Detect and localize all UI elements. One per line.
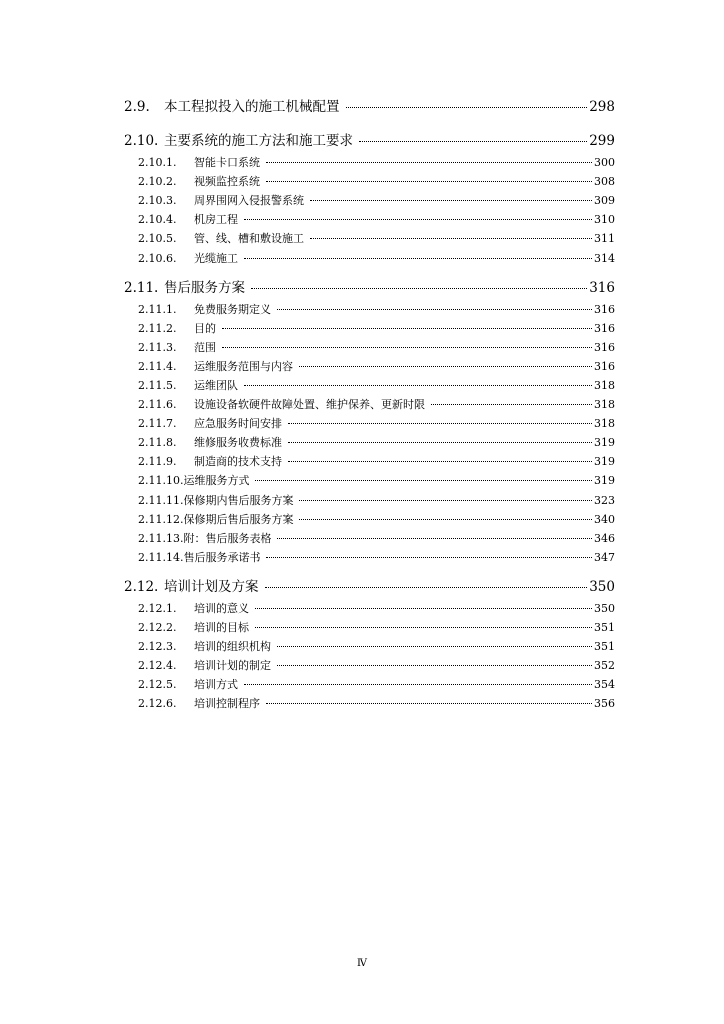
toc-entry-page: 316 xyxy=(594,359,615,373)
toc-entry-page: 316 xyxy=(589,279,615,296)
toc-entry-title: 管、线、槽和敷设施工 xyxy=(194,232,304,246)
toc-entry-number: 2.11.14. xyxy=(138,550,184,564)
toc-leader-dots xyxy=(288,460,592,462)
toc-entry[interactable] xyxy=(138,549,615,565)
toc-entry-title: 保修期内售后服务方案 xyxy=(183,493,294,507)
toc-entry-number: 2.10.4. xyxy=(138,213,177,227)
toc-entry-page: 354 xyxy=(594,678,615,692)
toc-entry-title: 运维服务范围与内容 xyxy=(194,359,293,373)
toc-leader-dots xyxy=(310,237,592,239)
toc-entry-number: 2.10.6. xyxy=(138,251,177,265)
toc-entry-number: 2.11.6. xyxy=(138,398,177,411)
toc-leader-dots xyxy=(359,140,587,142)
toc-leader-dots xyxy=(266,702,592,704)
page-number: Ⅳ xyxy=(357,958,367,969)
toc-entry-number: 2.11.5. xyxy=(138,378,177,392)
toc-entry-number: 2.11.1. xyxy=(138,302,177,316)
toc-entry-page: 318 xyxy=(594,398,615,411)
toc-leader-dots xyxy=(310,199,592,201)
toc-leader-dots xyxy=(244,218,592,220)
toc-leader-dots xyxy=(299,518,592,520)
toc-entry-number: 2.11.12. xyxy=(138,512,184,526)
toc-leader-dots xyxy=(277,664,592,666)
toc-entry-number: 2.11.13. xyxy=(138,531,184,545)
toc-entry-number: 2.12.3. xyxy=(138,640,177,653)
toc-entry-page: 347 xyxy=(594,550,615,564)
toc-leader-dots xyxy=(277,537,592,539)
toc-entry-title: 培训计划的制定 xyxy=(194,659,271,673)
toc-entry[interactable] xyxy=(138,657,615,673)
toc-entry[interactable] xyxy=(138,358,615,374)
toc-leader-dots xyxy=(266,180,592,182)
toc-leader-dots xyxy=(244,384,592,386)
toc-entry-title: 范围 xyxy=(194,340,216,354)
toc-entry-page: 350 xyxy=(594,601,615,615)
toc-entry-title: 视频监控系统 xyxy=(194,175,260,189)
toc-entry-page: 350 xyxy=(589,578,615,595)
toc-entry-page: 298 xyxy=(589,99,615,115)
toc-entry-title: 培训的组织机构 xyxy=(194,640,271,653)
toc-entry[interactable] xyxy=(124,276,615,296)
toc-entry[interactable] xyxy=(138,301,615,317)
toc-entry-page: 318 xyxy=(594,378,615,392)
toc-entry[interactable] xyxy=(138,230,615,246)
toc-entry-number: 2.12.6. xyxy=(138,697,177,711)
toc-entry[interactable] xyxy=(138,192,615,208)
toc-entry[interactable] xyxy=(138,530,615,546)
toc-entry-title: 售后服务承诺书 xyxy=(183,550,261,564)
toc-entry-title: 设施设备软硬件故障处置、维护保养、更新时限 xyxy=(194,398,425,411)
toc-entry-title: 周界围网入侵报警系统 xyxy=(194,194,304,208)
toc-entry-page: 318 xyxy=(594,417,615,431)
toc-entry-title: 售后服务方案 xyxy=(164,279,245,296)
toc-entry-title: 应急服务时间安排 xyxy=(194,417,282,431)
toc-leader-dots xyxy=(431,403,592,405)
toc-entry-title: 培训方式 xyxy=(194,678,238,692)
toc-entry[interactable] xyxy=(138,320,615,336)
toc-leader-dots xyxy=(265,586,588,588)
toc-entry-number: 2.11.4. xyxy=(138,359,177,373)
toc-entry-title: 维修服务收费标准 xyxy=(194,436,282,450)
toc-entry-number: 2.10. xyxy=(124,133,159,149)
toc-entry-title: 运维服务方式 xyxy=(183,474,250,488)
toc-entry-number: 2.11.10. xyxy=(138,474,184,488)
toc-leader-dots xyxy=(244,683,592,685)
toc-entry-page: 314 xyxy=(594,251,615,265)
toc-entry[interactable] xyxy=(138,154,615,170)
toc-entry-page: 319 xyxy=(594,474,615,488)
toc-leader-dots xyxy=(288,441,592,443)
toc-entry-page: 316 xyxy=(594,340,615,354)
toc-entry-title: 制造商的技术支持 xyxy=(194,455,282,469)
toc-leader-dots xyxy=(277,645,592,647)
toc-leader-dots xyxy=(222,327,592,329)
toc-entry-title: 智能卡口系统 xyxy=(194,156,260,169)
toc-entry-title: 培训的目标 xyxy=(194,620,249,634)
toc-entry[interactable] xyxy=(138,619,615,635)
toc-entry[interactable] xyxy=(138,434,615,450)
toc-entry-page: 351 xyxy=(594,620,615,634)
toc-leader-dots xyxy=(255,607,592,609)
toc-entry-number: 2.11.3. xyxy=(138,340,177,354)
toc-entry-title: 附：售后服务表格 xyxy=(183,531,272,545)
toc-entry-title: 机房工程 xyxy=(194,213,238,227)
toc-entry-page: 356 xyxy=(594,697,615,711)
toc-leader-dots xyxy=(251,287,587,289)
toc-entry-page: 351 xyxy=(594,640,615,653)
toc-entry-page: 311 xyxy=(594,232,615,246)
toc-entry[interactable] xyxy=(138,600,615,616)
toc-entry-page: 352 xyxy=(594,659,615,673)
toc-entry-page: 316 xyxy=(594,302,615,316)
toc-entry-page: 323 xyxy=(594,493,615,507)
toc-entry-title: 本工程拟投入的施工机械配置 xyxy=(164,99,340,115)
toc-entry-page: 309 xyxy=(594,194,615,208)
toc-leader-dots xyxy=(266,556,592,558)
toc-entry-page: 346 xyxy=(594,531,615,545)
toc-entry-number: 2.10.5. xyxy=(138,232,177,246)
toc-entry[interactable] xyxy=(138,396,615,412)
toc-entry-number: 2.10.3. xyxy=(138,194,177,208)
toc-entry-number: 2.10.2. xyxy=(138,175,177,189)
toc-entry[interactable] xyxy=(138,676,615,692)
toc-leader-dots xyxy=(277,308,592,310)
toc-entry[interactable] xyxy=(138,511,615,527)
toc-entry-number: 2.11.9. xyxy=(138,455,177,469)
toc-leader-dots xyxy=(299,365,592,367)
toc-entry-number: 2.12. xyxy=(124,578,159,595)
toc-entry-page: 340 xyxy=(594,512,615,526)
toc-entry-number: 2.12.2. xyxy=(138,620,177,634)
toc-entry-page: 299 xyxy=(589,133,615,149)
toc-entry-number: 2.11.7. xyxy=(138,417,177,431)
toc-entry[interactable] xyxy=(138,377,615,393)
toc-entry-page: 308 xyxy=(594,175,615,189)
toc-entry[interactable] xyxy=(138,211,615,227)
toc-entry-page: 310 xyxy=(594,213,615,227)
toc-leader-dots xyxy=(244,257,592,259)
toc-entry[interactable] xyxy=(138,638,615,654)
toc-entry-number: 2.10.1. xyxy=(138,156,177,169)
toc-entry[interactable] xyxy=(138,250,615,266)
toc-entry-title: 培训计划及方案 xyxy=(164,578,259,595)
toc-leader-dots xyxy=(299,499,592,501)
toc-leader-dots xyxy=(346,106,588,108)
toc-entry-number: 2.11.8. xyxy=(138,436,177,450)
toc-entry[interactable] xyxy=(138,492,615,508)
toc-entry-number: 2.12.1. xyxy=(138,601,177,615)
toc-entry-title: 运维团队 xyxy=(194,378,238,392)
toc-entry-page: 300 xyxy=(594,156,615,169)
toc-leader-dots xyxy=(222,346,592,348)
toc-entry-number: 2.11.11. xyxy=(138,493,184,507)
toc-entry-page: 319 xyxy=(594,436,615,450)
toc-entry-title: 目的 xyxy=(194,321,216,335)
toc-entry-title: 免费服务期定义 xyxy=(194,302,271,316)
toc-entry[interactable] xyxy=(138,453,615,469)
toc-entry[interactable] xyxy=(138,339,615,355)
toc-entry-number: 2.9. xyxy=(124,99,150,115)
toc-entry-title: 光缆施工 xyxy=(194,251,238,265)
toc-entry[interactable] xyxy=(138,415,615,431)
toc-entry[interactable] xyxy=(124,95,615,115)
toc-leader-dots xyxy=(266,161,592,163)
toc-entry-title: 培训控制程序 xyxy=(194,697,260,711)
toc-leader-dots xyxy=(288,422,592,424)
toc-leader-dots xyxy=(255,479,592,481)
toc-entry-number: 2.12.4. xyxy=(138,659,177,673)
toc-entry-page: 316 xyxy=(594,321,615,335)
toc-entry[interactable] xyxy=(138,472,615,488)
toc-entry-number: 2.11.2. xyxy=(138,321,177,335)
toc-entry[interactable] xyxy=(124,575,615,595)
toc-entry[interactable] xyxy=(124,129,615,149)
toc-entry-number: 2.11. xyxy=(124,279,159,296)
toc-entry-number: 2.12.5. xyxy=(138,678,177,692)
toc-entry-title: 主要系统的施工方法和施工要求 xyxy=(164,133,353,149)
toc-entry-page: 319 xyxy=(594,455,615,469)
toc-entry-title: 保修期后售后服务方案 xyxy=(183,512,294,526)
toc-entry[interactable] xyxy=(138,695,615,711)
toc-entry-title: 培训的意义 xyxy=(194,601,249,615)
toc-leader-dots xyxy=(255,626,592,628)
toc-entry[interactable] xyxy=(138,173,615,189)
